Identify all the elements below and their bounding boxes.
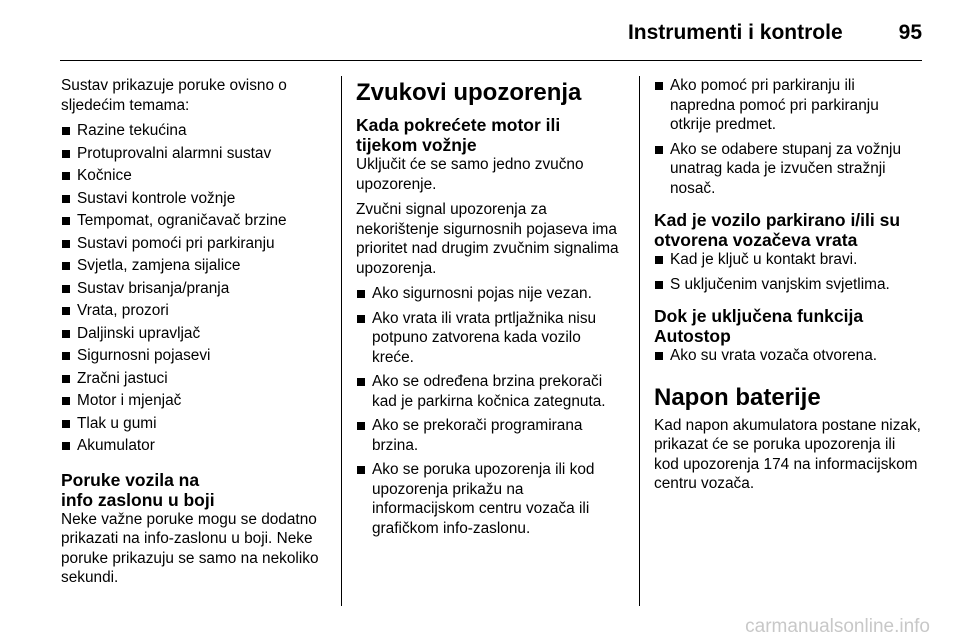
list-item: Kad je ključ u kontakt bravi. <box>654 250 924 270</box>
topic-item: Protuprovalni alarmni sustav <box>61 144 329 164</box>
page-header <box>0 18 922 48</box>
topic-item: Zračni jastuci <box>61 369 329 389</box>
list-item: S uključenim vanjskim svjetlima. <box>654 275 924 295</box>
page-number: 95 <box>898 21 922 44</box>
warning-chime-list <box>356 284 626 538</box>
list-item: Ako sigurnosni pojas nije vezan. <box>356 284 626 304</box>
topic-list <box>61 121 329 456</box>
column-1 <box>61 76 329 594</box>
column-2 <box>356 76 626 543</box>
warning-chime-list-continued <box>654 76 924 198</box>
column-3 <box>654 76 924 500</box>
paragraph-seatbelt-priority: Zvučni signal upozorenja za nekorištenje sigurnosnih pojaseva ima prioritet nad drugim zvučnim signalima upozorenja. <box>356 201 619 277</box>
column-divider-left <box>341 76 342 606</box>
topic-item: Tlak u gumi <box>61 414 329 434</box>
list-item: Ako se prekorači programirana brzina. <box>356 416 626 455</box>
intro-text: Sustav prikazuje poruke ovisno o sljedećim temama: <box>61 77 287 114</box>
header-rule <box>60 60 922 61</box>
list-item: Ako pomoć pri parkiranju ili napredna pomoć pri parkiranju otkrije predmet. <box>654 76 924 135</box>
topic-item: Akumulator <box>61 436 329 456</box>
list-item: Ako su vrata vozača otvorena. <box>654 346 924 366</box>
watermark: carmanualsonline.info <box>745 616 930 637</box>
topic-item: Vrata, prozori <box>61 301 329 321</box>
section-title-warning-chimes: Zvukovi upozorenja <box>356 79 582 106</box>
list-item: Ako vrata ili vrata prtljažnika nisu potpuno zatvorena kada vozilo kreće. <box>356 309 626 368</box>
topic-item: Sustavi kontrole vožnje <box>61 189 329 209</box>
autostop-list <box>654 346 924 366</box>
topic-item: Razine tekućina <box>61 121 329 141</box>
column-divider-right <box>639 76 640 606</box>
topic-item: Sustav brisanja/pranja <box>61 279 329 299</box>
paragraph-single-chime: Uključit će se samo jedno zvučno upozorenje. <box>356 156 584 193</box>
parked-list <box>654 250 924 294</box>
topic-item: Kočnice <box>61 166 329 186</box>
heading-line-2: info zaslonu u boji <box>61 489 215 510</box>
color-info-display-paragraph: Neke važne poruke mogu se dodatno prikazati na info-zaslonu u boji. Neke poruke prikazuju se samo na nekoliko sekundi. <box>61 510 319 586</box>
battery-voltage-paragraph: Kad napon akumulatora postane nizak, prikazat će se poruka upozorenja ili kod upozorenja 174 na informacijskom centru vozača. <box>654 416 921 492</box>
topic-item: Tempomat, ograničavač brzine <box>61 211 329 231</box>
section-title-battery-voltage: Napon baterije <box>654 383 821 411</box>
topic-item: Daljinski upravljač <box>61 324 329 344</box>
list-item: Ako se poruka upozorenja ili kod upozorenja prikažu na informacijskom centru vozača ili grafičkom info-zaslonu. <box>356 460 626 538</box>
subheading-parked: Kad je vozilo parkirano i/ili su otvorena vozačeva vrata <box>654 210 901 250</box>
heading-line-1: Poruke vozila na <box>61 469 200 490</box>
subheading-autostop: Dok je uključena funkcija Autostop <box>654 306 864 346</box>
list-item: Ako se određena brzina prekorači kad je parkirna kočnica zategnuta. <box>356 372 626 411</box>
list-item: Ako se odabere stupanj za vožnju unatrag kada je izvučen stražnji nosač. <box>654 140 924 199</box>
color-info-display-heading <box>61 470 329 510</box>
topic-item: Motor i mjenjač <box>61 391 329 411</box>
topic-item: Sigurnosni pojasevi <box>61 346 329 366</box>
subheading-start-or-driving: Kada pokrećete motor ili tijekom vožnje <box>356 115 561 155</box>
page-header-title: Instrumenti i kontrole <box>627 21 843 44</box>
topic-item: Svjetla, zamjena sijalice <box>61 256 329 276</box>
topic-item: Sustavi pomoći pri parkiranju <box>61 234 329 254</box>
